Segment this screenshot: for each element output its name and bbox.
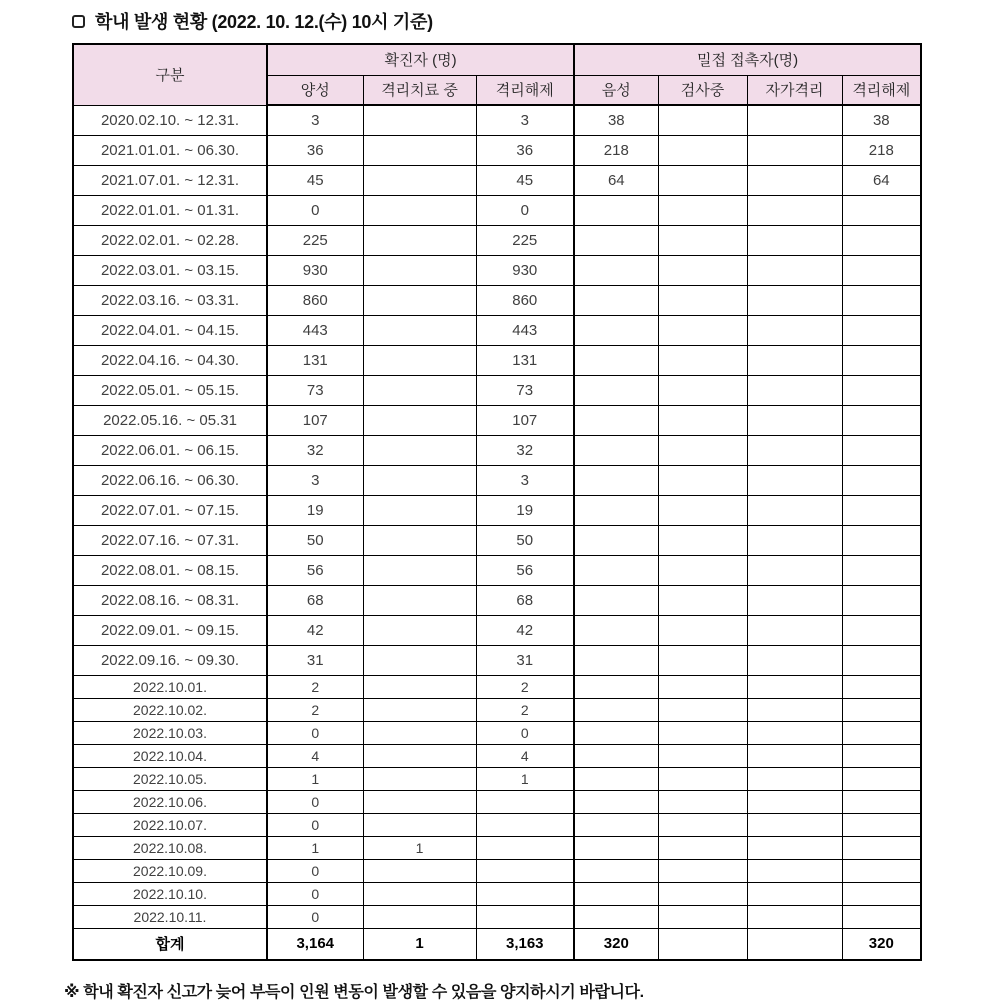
cell-contact-quarantine-released — [842, 859, 921, 882]
cell-self-quarantine — [747, 675, 842, 698]
table-row — [73, 525, 921, 555]
cell-testing — [658, 165, 747, 195]
cell-testing — [658, 905, 747, 928]
cell-negative — [574, 315, 658, 345]
row-period-label: 2022.07.01. ~ 07.15. — [73, 495, 267, 525]
table-row — [73, 555, 921, 585]
table-row — [73, 375, 921, 405]
cell-quarantine-released — [476, 813, 574, 836]
cell-testing — [658, 585, 747, 615]
cell-contact-quarantine-released — [842, 721, 921, 744]
cell-negative — [574, 859, 658, 882]
cell-contact-quarantine-released — [842, 905, 921, 928]
cell-self-quarantine — [747, 495, 842, 525]
cell-self-quarantine — [747, 905, 842, 928]
row-period-label: 2022.08.16. ~ 08.31. — [73, 585, 267, 615]
cell-positive: 0 — [267, 813, 363, 836]
cell-contact-quarantine-released — [842, 225, 921, 255]
cell-quarantine-released: 107 — [476, 405, 574, 435]
cell-in-quarantine-treatment — [363, 495, 476, 525]
cell-in-quarantine-treatment — [363, 195, 476, 225]
table-header — [73, 44, 921, 105]
cell-in-quarantine-treatment — [363, 165, 476, 195]
cell-in-quarantine-treatment — [363, 285, 476, 315]
row-period-label: 2022.06.01. ~ 06.15. — [73, 435, 267, 465]
cell-positive: 225 — [267, 225, 363, 255]
cell-testing — [658, 105, 747, 135]
table-row — [73, 836, 921, 859]
cell-in-quarantine-treatment — [363, 105, 476, 135]
cell-self-quarantine — [747, 836, 842, 859]
cell-testing — [658, 315, 747, 345]
cell-in-quarantine-treatment — [363, 555, 476, 585]
cell-quarantine-released: 2 — [476, 675, 574, 698]
cell-testing — [658, 698, 747, 721]
row-period-label: 2022.05.01. ~ 05.15. — [73, 375, 267, 405]
cell-positive: 2 — [267, 698, 363, 721]
cell-quarantine-released: 860 — [476, 285, 574, 315]
cell-negative — [574, 744, 658, 767]
cell-testing — [658, 645, 747, 675]
cell-negative — [574, 195, 658, 225]
cell-contact-quarantine-released — [842, 405, 921, 435]
row-period-label: 2022.03.16. ~ 03.31. — [73, 285, 267, 315]
cell-in-quarantine-treatment — [363, 698, 476, 721]
table-row — [73, 165, 921, 195]
cell-in-quarantine-treatment — [363, 585, 476, 615]
cell-in-quarantine-treatment — [363, 435, 476, 465]
cell-in-quarantine-treatment — [363, 135, 476, 165]
cell-negative — [574, 525, 658, 555]
cell-contact-quarantine-released — [842, 813, 921, 836]
table-row — [73, 698, 921, 721]
cell-quarantine-released: 0 — [476, 195, 574, 225]
cell-self-quarantine — [747, 405, 842, 435]
page-title: 학내 발생 현황 (2022. 10. 12.(수) 10시 기준) — [95, 12, 433, 32]
cell-positive: 0 — [267, 721, 363, 744]
table-row — [73, 790, 921, 813]
cell-positive: 32 — [267, 435, 363, 465]
row-period-label: 2022.10.11. — [73, 905, 267, 928]
cell-negative — [574, 675, 658, 698]
cell-in-quarantine-treatment — [363, 882, 476, 905]
cell-in-quarantine-treatment — [363, 375, 476, 405]
table-row — [73, 405, 921, 435]
total-contact-quarantine-released: 320 — [842, 928, 921, 960]
cell-contact-quarantine-released: 38 — [842, 105, 921, 135]
cell-testing — [658, 225, 747, 255]
cell-self-quarantine — [747, 465, 842, 495]
total-quarantine-released: 3,163 — [476, 928, 574, 960]
cell-contact-quarantine-released — [842, 790, 921, 813]
cell-quarantine-released: 36 — [476, 135, 574, 165]
cell-contact-quarantine-released — [842, 615, 921, 645]
cell-testing — [658, 345, 747, 375]
cell-in-quarantine-treatment — [363, 315, 476, 345]
header-positive: 양성 — [267, 75, 363, 105]
cell-negative — [574, 375, 658, 405]
row-period-label: 2022.10.10. — [73, 882, 267, 905]
cell-contact-quarantine-released — [842, 767, 921, 790]
cell-self-quarantine — [747, 859, 842, 882]
cell-negative — [574, 698, 658, 721]
row-period-label: 2022.04.16. ~ 04.30. — [73, 345, 267, 375]
cell-testing — [658, 675, 747, 698]
table-row — [73, 495, 921, 525]
cell-self-quarantine — [747, 645, 842, 675]
cell-contact-quarantine-released — [842, 675, 921, 698]
cell-contact-quarantine-released — [842, 375, 921, 405]
cell-quarantine-released — [476, 859, 574, 882]
cell-self-quarantine — [747, 813, 842, 836]
cell-quarantine-released: 32 — [476, 435, 574, 465]
cell-testing — [658, 285, 747, 315]
cell-quarantine-released: 930 — [476, 255, 574, 285]
table-row — [73, 315, 921, 345]
cell-quarantine-released: 45 — [476, 165, 574, 195]
cell-positive: 0 — [267, 859, 363, 882]
cell-positive: 131 — [267, 345, 363, 375]
total-label: 합계 — [73, 928, 267, 960]
cell-negative — [574, 882, 658, 905]
cell-self-quarantine — [747, 285, 842, 315]
cell-negative — [574, 495, 658, 525]
table-row — [73, 135, 921, 165]
cell-testing — [658, 744, 747, 767]
cell-contact-quarantine-released — [842, 495, 921, 525]
cell-testing — [658, 525, 747, 555]
cell-quarantine-released: 443 — [476, 315, 574, 345]
cell-positive: 443 — [267, 315, 363, 345]
row-period-label: 2022.10.01. — [73, 675, 267, 698]
cell-negative — [574, 465, 658, 495]
row-period-label: 2022.10.03. — [73, 721, 267, 744]
cell-quarantine-released: 225 — [476, 225, 574, 255]
cell-testing — [658, 836, 747, 859]
row-period-label: 2022.04.01. ~ 04.15. — [73, 315, 267, 345]
cell-positive: 4 — [267, 744, 363, 767]
cell-testing — [658, 790, 747, 813]
cell-in-quarantine-treatment — [363, 525, 476, 555]
cell-negative — [574, 767, 658, 790]
cell-quarantine-released — [476, 790, 574, 813]
page-title-row — [72, 8, 992, 34]
header-in-quarantine-treatment: 격리치료 중 — [363, 75, 476, 105]
cell-contact-quarantine-released — [842, 585, 921, 615]
header-contact-quarantine-released: 격리해제 — [842, 75, 921, 105]
cell-negative — [574, 225, 658, 255]
cell-negative: 218 — [574, 135, 658, 165]
cell-self-quarantine — [747, 345, 842, 375]
row-period-label: 2020.02.10. ~ 12.31. — [73, 105, 267, 135]
table-body — [73, 105, 921, 928]
header-quarantine-released: 격리해제 — [476, 75, 574, 105]
total-self-quarantine — [747, 928, 842, 960]
cell-negative — [574, 645, 658, 675]
cell-in-quarantine-treatment — [363, 615, 476, 645]
table-row — [73, 675, 921, 698]
header-contacts-group: 밀접 접촉자(명) — [574, 44, 921, 75]
cell-contact-quarantine-released — [842, 195, 921, 225]
cell-negative — [574, 615, 658, 645]
cell-contact-quarantine-released — [842, 255, 921, 285]
cell-quarantine-released: 1 — [476, 767, 574, 790]
row-period-label: 2022.10.08. — [73, 836, 267, 859]
cell-self-quarantine — [747, 744, 842, 767]
total-testing — [658, 928, 747, 960]
cell-in-quarantine-treatment — [363, 813, 476, 836]
cell-contact-quarantine-released — [842, 645, 921, 675]
table-row — [73, 813, 921, 836]
cell-in-quarantine-treatment — [363, 645, 476, 675]
cell-positive: 50 — [267, 525, 363, 555]
cell-testing — [658, 375, 747, 405]
cell-testing — [658, 555, 747, 585]
cell-positive: 3 — [267, 105, 363, 135]
cell-positive: 0 — [267, 195, 363, 225]
cell-contact-quarantine-released — [842, 315, 921, 345]
cell-positive: 45 — [267, 165, 363, 195]
cell-negative — [574, 790, 658, 813]
cell-positive: 3 — [267, 465, 363, 495]
cell-positive: 68 — [267, 585, 363, 615]
cell-in-quarantine-treatment — [363, 225, 476, 255]
header-negative: 음성 — [574, 75, 658, 105]
cell-testing — [658, 435, 747, 465]
cell-negative — [574, 345, 658, 375]
cell-negative — [574, 836, 658, 859]
cell-self-quarantine — [747, 585, 842, 615]
row-period-label: 2022.10.09. — [73, 859, 267, 882]
row-period-label: 2021.07.01. ~ 12.31. — [73, 165, 267, 195]
cell-testing — [658, 465, 747, 495]
checkbox-icon — [72, 15, 85, 28]
cell-in-quarantine-treatment — [363, 255, 476, 285]
cell-quarantine-released: 31 — [476, 645, 574, 675]
cell-positive: 930 — [267, 255, 363, 285]
header-testing: 검사중 — [658, 75, 747, 105]
cell-positive: 0 — [267, 882, 363, 905]
cell-contact-quarantine-released: 64 — [842, 165, 921, 195]
cell-contact-quarantine-released — [842, 882, 921, 905]
table-row — [73, 195, 921, 225]
row-period-label: 2022.06.16. ~ 06.30. — [73, 465, 267, 495]
total-negative: 320 — [574, 928, 658, 960]
header-confirmed-group: 확진자 (명) — [267, 44, 574, 75]
cell-self-quarantine — [747, 315, 842, 345]
cell-contact-quarantine-released — [842, 555, 921, 585]
table-row — [73, 105, 921, 135]
cell-negative — [574, 905, 658, 928]
table-row — [73, 255, 921, 285]
cell-testing — [658, 405, 747, 435]
row-period-label: 2022.03.01. ~ 03.15. — [73, 255, 267, 285]
cell-self-quarantine — [747, 165, 842, 195]
cell-self-quarantine — [747, 790, 842, 813]
table-row — [73, 225, 921, 255]
cell-positive: 860 — [267, 285, 363, 315]
cell-positive: 73 — [267, 375, 363, 405]
cell-positive: 19 — [267, 495, 363, 525]
cell-contact-quarantine-released — [842, 744, 921, 767]
cell-positive: 31 — [267, 645, 363, 675]
cell-quarantine-released: 19 — [476, 495, 574, 525]
cell-negative — [574, 555, 658, 585]
cell-positive: 36 — [267, 135, 363, 165]
cell-testing — [658, 135, 747, 165]
cell-negative — [574, 585, 658, 615]
row-period-label: 2022.10.02. — [73, 698, 267, 721]
cell-contact-quarantine-released — [842, 698, 921, 721]
cell-quarantine-released: 4 — [476, 744, 574, 767]
cell-quarantine-released — [476, 905, 574, 928]
cell-quarantine-released: 131 — [476, 345, 574, 375]
incidence-table — [72, 43, 922, 961]
table-row — [73, 345, 921, 375]
cell-contact-quarantine-released — [842, 525, 921, 555]
cell-self-quarantine — [747, 105, 842, 135]
cell-self-quarantine — [747, 225, 842, 255]
cell-negative: 38 — [574, 105, 658, 135]
row-period-label: 2022.05.16. ~ 05.31 — [73, 405, 267, 435]
table-row — [73, 435, 921, 465]
cell-negative — [574, 405, 658, 435]
cell-negative — [574, 285, 658, 315]
row-period-label: 2022.10.07. — [73, 813, 267, 836]
cell-self-quarantine — [747, 375, 842, 405]
cell-quarantine-released: 2 — [476, 698, 574, 721]
table-row — [73, 767, 921, 790]
cell-testing — [658, 495, 747, 525]
row-period-label: 2021.01.01. ~ 06.30. — [73, 135, 267, 165]
cell-quarantine-released: 56 — [476, 555, 574, 585]
table-row — [73, 285, 921, 315]
cell-self-quarantine — [747, 255, 842, 285]
cell-in-quarantine-treatment — [363, 767, 476, 790]
cell-negative — [574, 721, 658, 744]
cell-self-quarantine — [747, 435, 842, 465]
row-period-label: 2022.09.16. ~ 09.30. — [73, 645, 267, 675]
cell-quarantine-released: 68 — [476, 585, 574, 615]
cell-contact-quarantine-released — [842, 345, 921, 375]
cell-quarantine-released: 50 — [476, 525, 574, 555]
table-row — [73, 882, 921, 905]
cell-quarantine-released — [476, 882, 574, 905]
footer-note: ※ 학내 확진자 신고가 늦어 부득이 인원 변동이 발생할 수 있음을 양지하시기 바랍니다. — [64, 984, 644, 1001]
cell-self-quarantine — [747, 615, 842, 645]
total-in-quarantine-treatment: 1 — [363, 928, 476, 960]
row-period-label: 2022.01.01. ~ 01.31. — [73, 195, 267, 225]
cell-in-quarantine-treatment — [363, 405, 476, 435]
row-period-label: 2022.02.01. ~ 02.28. — [73, 225, 267, 255]
cell-positive: 0 — [267, 790, 363, 813]
cell-quarantine-released — [476, 836, 574, 859]
header-category: 구분 — [73, 44, 267, 105]
cell-in-quarantine-treatment — [363, 345, 476, 375]
table-row — [73, 645, 921, 675]
cell-positive: 56 — [267, 555, 363, 585]
total-row — [73, 928, 921, 960]
row-period-label: 2022.08.01. ~ 08.15. — [73, 555, 267, 585]
cell-in-quarantine-treatment — [363, 859, 476, 882]
row-period-label: 2022.09.01. ~ 09.15. — [73, 615, 267, 645]
row-period-label: 2022.07.16. ~ 07.31. — [73, 525, 267, 555]
table-row — [73, 721, 921, 744]
cell-testing — [658, 813, 747, 836]
cell-contact-quarantine-released: 218 — [842, 135, 921, 165]
table-row — [73, 465, 921, 495]
header-self-quarantine: 자가격리 — [747, 75, 842, 105]
cell-quarantine-released: 42 — [476, 615, 574, 645]
cell-self-quarantine — [747, 555, 842, 585]
cell-negative — [574, 813, 658, 836]
row-period-label: 2022.10.06. — [73, 790, 267, 813]
cell-quarantine-released: 3 — [476, 105, 574, 135]
cell-testing — [658, 859, 747, 882]
cell-self-quarantine — [747, 525, 842, 555]
cell-testing — [658, 721, 747, 744]
cell-in-quarantine-treatment — [363, 790, 476, 813]
cell-testing — [658, 615, 747, 645]
cell-contact-quarantine-released — [842, 435, 921, 465]
table-row — [73, 744, 921, 767]
cell-testing — [658, 882, 747, 905]
row-period-label: 2022.10.04. — [73, 744, 267, 767]
cell-negative: 64 — [574, 165, 658, 195]
table-row — [73, 905, 921, 928]
cell-contact-quarantine-released — [842, 465, 921, 495]
cell-quarantine-released: 0 — [476, 721, 574, 744]
cell-quarantine-released: 73 — [476, 375, 574, 405]
cell-in-quarantine-treatment — [363, 721, 476, 744]
cell-testing — [658, 767, 747, 790]
cell-in-quarantine-treatment — [363, 675, 476, 698]
cell-testing — [658, 195, 747, 225]
cell-self-quarantine — [747, 767, 842, 790]
cell-positive: 2 — [267, 675, 363, 698]
cell-contact-quarantine-released — [842, 285, 921, 315]
cell-self-quarantine — [747, 882, 842, 905]
cell-self-quarantine — [747, 698, 842, 721]
cell-positive: 107 — [267, 405, 363, 435]
cell-self-quarantine — [747, 721, 842, 744]
cell-in-quarantine-treatment: 1 — [363, 836, 476, 859]
cell-contact-quarantine-released — [842, 836, 921, 859]
cell-positive: 1 — [267, 767, 363, 790]
cell-negative — [574, 435, 658, 465]
table-row — [73, 585, 921, 615]
cell-self-quarantine — [747, 195, 842, 225]
cell-self-quarantine — [747, 135, 842, 165]
table-row — [73, 615, 921, 645]
total-positive: 3,164 — [267, 928, 363, 960]
cell-in-quarantine-treatment — [363, 465, 476, 495]
cell-positive: 42 — [267, 615, 363, 645]
table-footer — [73, 928, 921, 960]
table-row — [73, 859, 921, 882]
cell-positive: 1 — [267, 836, 363, 859]
cell-in-quarantine-treatment — [363, 905, 476, 928]
cell-negative — [574, 255, 658, 285]
cell-in-quarantine-treatment — [363, 744, 476, 767]
cell-quarantine-released: 3 — [476, 465, 574, 495]
cell-positive: 0 — [267, 905, 363, 928]
row-period-label: 2022.10.05. — [73, 767, 267, 790]
cell-testing — [658, 255, 747, 285]
